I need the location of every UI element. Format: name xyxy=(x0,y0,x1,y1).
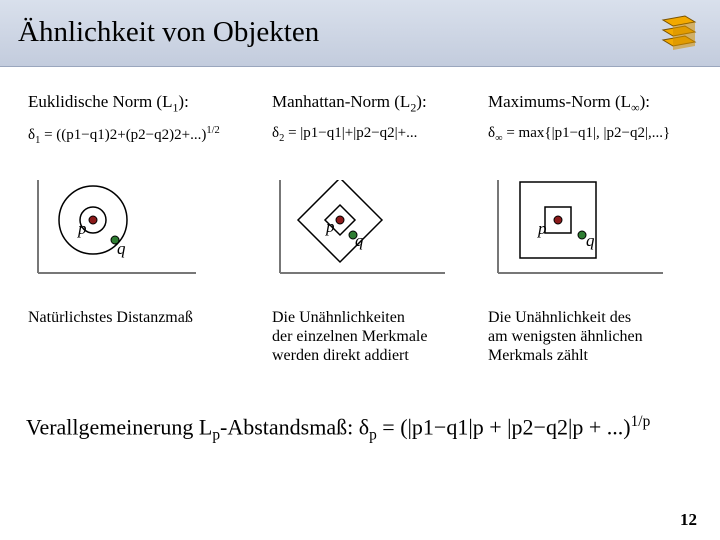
heading-maximum: Maximums-Norm $(L_\infty)$: xyxy=(488,92,650,115)
formula-maximum: $\delta_\infty = \max\{|p1-q1|$, |p2−q2|,...} xyxy=(488,125,671,144)
heading-manhattan: Manhattan-Norm $(L_2)$: xyxy=(272,92,427,115)
axes xyxy=(38,180,196,273)
generalization-formula: Verallgemeinerung $L_p$-Abstandsmaß: $\delta_p = (|p1-q1|p + |p2-q2|p + ...)^{1/p}$ xyxy=(26,413,651,444)
diagram-euclidean xyxy=(28,180,198,280)
title-bar xyxy=(0,0,720,67)
axes xyxy=(498,180,663,273)
label-p: p xyxy=(326,217,335,236)
label-q: q xyxy=(586,231,595,250)
label-q: q xyxy=(117,239,126,258)
logo-icon xyxy=(655,12,701,54)
label-p: p xyxy=(538,219,547,238)
heading-euclidean: Euklidische Norm $(L_1)$: xyxy=(28,92,189,115)
diagram-manhattan xyxy=(270,180,450,280)
page-number: 12 xyxy=(680,510,697,529)
point-p xyxy=(336,216,344,224)
label-q: q xyxy=(355,231,364,250)
point-p xyxy=(554,216,562,224)
point-p xyxy=(89,216,97,224)
description-euclidean: Natürlichstes Distanzmaß xyxy=(28,309,193,326)
label-p: p xyxy=(78,219,87,238)
description-manhattan: Die Unähnlichkeiten der einzelnen Merkmale werden direkt addiert xyxy=(272,309,428,364)
description-maximum: Die Unähnlichkeit des am wenigsten ähnlichen Merkmals zählt xyxy=(488,309,643,364)
slide-title: Ähnlichkeit von Objekten xyxy=(18,16,320,48)
formula-euclidean: $\delta_1 = ((p1-q1)2+(p2-q2)2+...)^{1/2}$ xyxy=(28,125,220,146)
diagram-maximum xyxy=(488,180,668,280)
point-q xyxy=(578,231,586,239)
formula-manhattan: $\delta_2 = |p1-q1|+|p2-q2|+$... xyxy=(272,125,418,144)
